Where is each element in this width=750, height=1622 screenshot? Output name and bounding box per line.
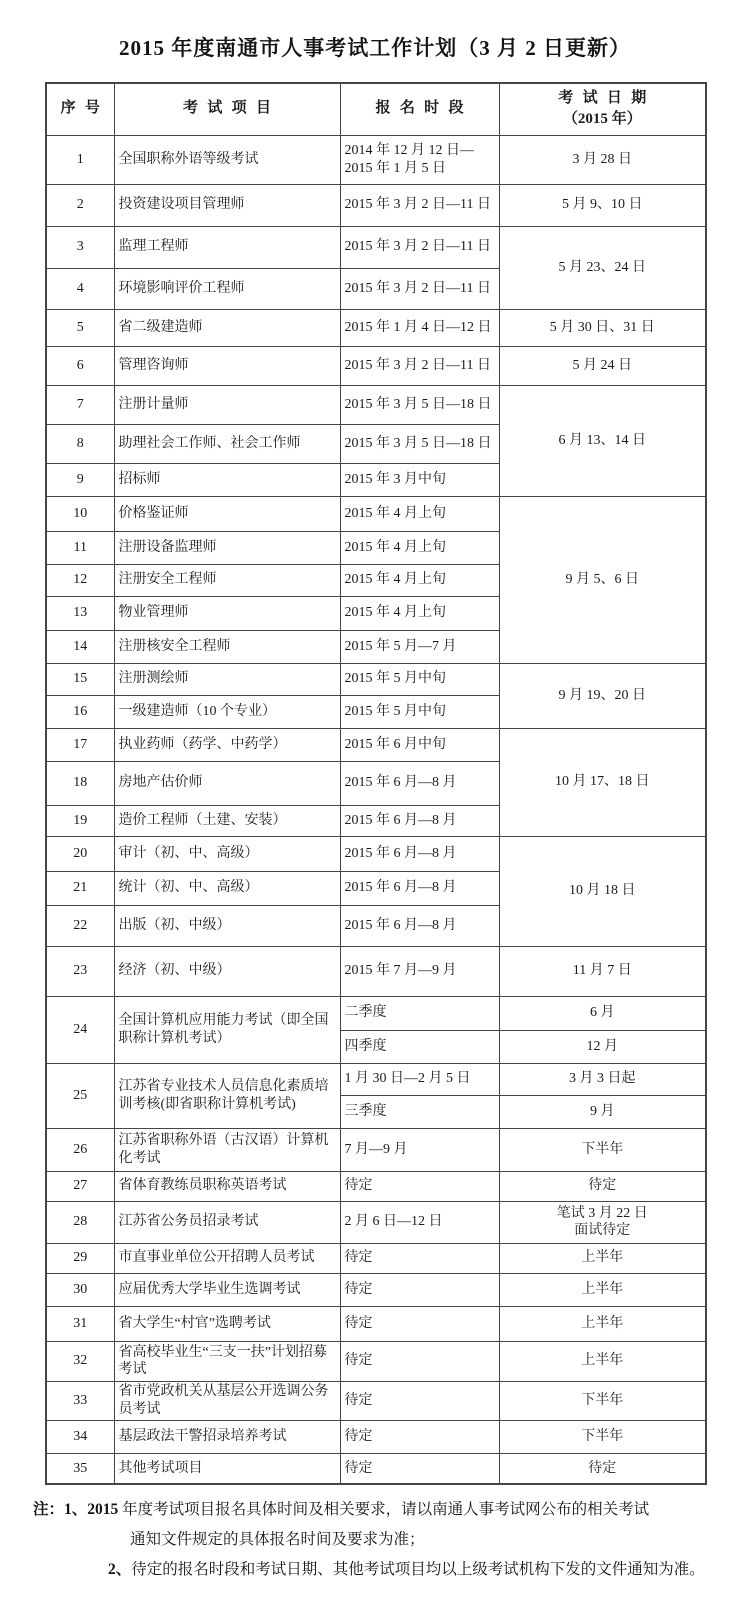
table-row <box>46 1063 706 1095</box>
cell-no: 3 <box>46 226 114 268</box>
cell-reg: 2015 年 3 月中旬 <box>340 463 499 496</box>
notes-prefix: 注： <box>33 1501 65 1518</box>
cell-no: 16 <box>46 695 114 728</box>
cell-date-merged: 5 月 23、24 日 <box>499 226 706 309</box>
cell-date: 12 月 <box>499 1030 706 1063</box>
cell-project: 注册测绘师 <box>114 663 340 695</box>
cell-project: 注册设备监理师 <box>114 531 340 564</box>
cell-no: 19 <box>46 805 114 836</box>
cell-reg: 2015 年 6 月—8 月 <box>340 905 499 946</box>
table-row <box>46 1341 706 1381</box>
cell-no: 2 <box>46 184 114 226</box>
table-row <box>46 836 706 871</box>
cell-project: 注册核安全工程师 <box>114 630 340 663</box>
table-row <box>46 996 706 1030</box>
table-row <box>46 1171 706 1201</box>
cell-project: 审计（初、中、高级） <box>114 836 340 871</box>
cell-no: 35 <box>46 1453 114 1484</box>
cell-date: 下半年 <box>499 1420 706 1453</box>
cell-no: 21 <box>46 871 114 905</box>
cell-no: 27 <box>46 1171 114 1201</box>
cell-no: 15 <box>46 663 114 695</box>
cell-no: 12 <box>46 564 114 596</box>
cell-date: 上半年 <box>499 1341 706 1381</box>
cell-project: 省高校毕业生“三支一扶”计划招募考试 <box>114 1341 340 1381</box>
cell-no: 28 <box>46 1201 114 1243</box>
page-title: 2015 年度南通市人事考试工作计划（3 月 2 日更新） <box>119 36 631 60</box>
cell-date: 上半年 <box>499 1306 706 1341</box>
cell-no: 32 <box>46 1341 114 1381</box>
cell-reg: 2015 年 5 月中旬 <box>340 695 499 728</box>
table-row <box>46 496 706 531</box>
table-row <box>46 946 706 996</box>
col-header-date: 考试日期 （2015 年） <box>499 83 706 135</box>
cell-no: 1 <box>46 135 114 184</box>
col-header-date-year: （2015 年） <box>562 111 642 128</box>
cell-reg: 2015 年 3 月 2 日—11 日 <box>340 184 499 226</box>
note-1-year: 2015 <box>87 1501 119 1518</box>
cell-date: 上半年 <box>499 1273 706 1306</box>
cell-no: 8 <box>46 424 114 463</box>
cell-reg: 1 月 30 日—2 月 5 日 <box>340 1063 499 1095</box>
cell-project: 执业药师（药学、中药学） <box>114 728 340 761</box>
cell-project: 监理工程师 <box>114 226 340 268</box>
cell-no: 9 <box>46 463 114 496</box>
cell-reg: 二季度 <box>340 996 499 1030</box>
notes <box>33 1495 723 1585</box>
cell-reg: 2015 年 4 月上旬 <box>340 496 499 531</box>
cell-date: 待定 <box>499 1453 706 1484</box>
cell-reg: 2015 年 3 月 5 日—18 日 <box>340 385 499 424</box>
cell-project: 助理社会工作师、社会工作师 <box>114 424 340 463</box>
cell-project: 江苏省职称外语（古汉语）计算机化考试 <box>114 1128 340 1171</box>
cell-reg: 待定 <box>340 1273 499 1306</box>
table-row <box>46 309 706 346</box>
cell-no: 14 <box>46 630 114 663</box>
cell-no: 17 <box>46 728 114 761</box>
cell-project: 经济（初、中级） <box>114 946 340 996</box>
cell-project: 环境影响评价工程师 <box>114 268 340 309</box>
table-row <box>46 1381 706 1420</box>
note-1-line-1 <box>33 1495 723 1525</box>
cell-no-merged: 24 <box>46 996 114 1063</box>
cell-reg: 2015 年 3 月 5 日—18 日 <box>340 424 499 463</box>
cell-project: 省体育教练员职称英语考试 <box>114 1171 340 1201</box>
cell-date: 下半年 <box>499 1381 706 1420</box>
cell-reg: 2015 年 3 月 2 日—11 日 <box>340 268 499 309</box>
note-2 <box>108 1555 723 1585</box>
note-1-text: 年度考试项目报名具体时间及相关要求，请以南通人事考试网公布的相关考试 <box>118 1501 650 1518</box>
cell-project: 物业管理师 <box>114 596 340 630</box>
cell-no: 10 <box>46 496 114 531</box>
document-page <box>0 32 750 1585</box>
cell-reg: 2 月 6 日—12 日 <box>340 1201 499 1243</box>
cell-date: 11 月 7 日 <box>499 946 706 996</box>
cell-date: 5 月 30 日、31 日 <box>499 309 706 346</box>
table-row <box>46 1201 706 1243</box>
table-row <box>46 1306 706 1341</box>
exam-plan-table <box>45 82 707 1485</box>
cell-project: 其他考试项目 <box>114 1453 340 1484</box>
table-row <box>46 728 706 761</box>
cell-no: 34 <box>46 1420 114 1453</box>
note-2-text: 待定的报名时段和考试日期、其他考试项目均以上级考试机构下发的文件通知为准。 <box>131 1561 705 1578</box>
cell-date: 下半年 <box>499 1128 706 1171</box>
cell-no: 26 <box>46 1128 114 1171</box>
col-header-reg: 报名时段 <box>340 83 499 135</box>
cell-date-merged: 6 月 13、14 日 <box>499 385 706 496</box>
cell-reg: 待定 <box>340 1171 499 1201</box>
cell-date: 3 月 28 日 <box>499 135 706 184</box>
cell-project: 统计（初、中、高级） <box>114 871 340 905</box>
cell-date <box>499 1201 706 1243</box>
cell-no: 20 <box>46 836 114 871</box>
cell-project: 江苏省公务员招录考试 <box>114 1201 340 1243</box>
cell-date: 上半年 <box>499 1243 706 1273</box>
cell-reg: 7 月—9 月 <box>340 1128 499 1171</box>
cell-reg: 2015 年 1 月 4 日—12 日 <box>340 309 499 346</box>
cell-date-merged: 10 月 18 日 <box>499 836 706 946</box>
cell-no: 4 <box>46 268 114 309</box>
cell-reg: 四季度 <box>340 1030 499 1063</box>
table-row <box>46 184 706 226</box>
cell-no-merged: 25 <box>46 1063 114 1128</box>
cell-project: 省市党政机关从基层公开选调公务员考试 <box>114 1381 340 1420</box>
cell-no: 5 <box>46 309 114 346</box>
table-row <box>46 1420 706 1453</box>
note-1-marker: 1、 <box>64 1501 88 1518</box>
cell-project: 注册计量师 <box>114 385 340 424</box>
cell-no: 31 <box>46 1306 114 1341</box>
cell-reg: 2015 年 4 月上旬 <box>340 596 499 630</box>
cell-reg: 待定 <box>340 1420 499 1453</box>
cell-reg: 待定 <box>340 1306 499 1341</box>
cell-reg: 2015 年 7 月—9 月 <box>340 946 499 996</box>
cell-project: 省大学生“村官”选聘考试 <box>114 1306 340 1341</box>
col-header-project: 考试项目 <box>114 83 340 135</box>
cell-project: 省二级建造师 <box>114 309 340 346</box>
cell-reg: 待定 <box>340 1341 499 1381</box>
note-2-marker: 2、 <box>108 1561 132 1578</box>
cell-date-merged: 9 月 19、20 日 <box>499 663 706 728</box>
table-row <box>46 135 706 184</box>
cell-date: 5 月 9、10 日 <box>499 184 706 226</box>
table-row <box>46 1273 706 1306</box>
cell-reg: 2015 年 5 月中旬 <box>340 663 499 695</box>
cell-reg: 待定 <box>340 1243 499 1273</box>
cell-date-line1: 笔试 3 月 22 日 <box>556 1205 648 1221</box>
cell-project: 出版（初、中级） <box>114 905 340 946</box>
table-row <box>46 663 706 695</box>
cell-date: 9 月 <box>499 1095 706 1128</box>
cell-no: 29 <box>46 1243 114 1273</box>
cell-project: 管理咨询师 <box>114 346 340 385</box>
cell-no: 33 <box>46 1381 114 1420</box>
cell-project: 市直事业单位公开招聘人员考试 <box>114 1243 340 1273</box>
cell-reg: 2015 年 6 月—8 月 <box>340 836 499 871</box>
cell-date-merged: 9 月 5、6 日 <box>499 496 706 663</box>
cell-project-merged: 江苏省专业技术人员信息化素质培训考核(即省职称计算机考试) <box>114 1063 340 1128</box>
cell-project: 招标师 <box>114 463 340 496</box>
cell-reg: 2015 年 4 月上旬 <box>340 564 499 596</box>
cell-reg: 2015 年 6 月—8 月 <box>340 805 499 836</box>
cell-project: 投资建设项目管理师 <box>114 184 340 226</box>
note-1-line-2: 通知文件规定的具体报名时间及要求为准； <box>130 1531 425 1548</box>
cell-date-merged: 10 月 17、18 日 <box>499 728 706 836</box>
cell-project: 房地产估价师 <box>114 761 340 805</box>
cell-no: 18 <box>46 761 114 805</box>
col-header-no: 序号 <box>46 83 114 135</box>
cell-reg: 2015 年 4 月上旬 <box>340 531 499 564</box>
cell-project: 全国职称外语等级考试 <box>114 135 340 184</box>
cell-reg: 2015 年 3 月 2 日—11 日 <box>340 346 499 385</box>
cell-reg: 待定 <box>340 1453 499 1484</box>
cell-no: 22 <box>46 905 114 946</box>
table-row <box>46 385 706 424</box>
cell-no: 11 <box>46 531 114 564</box>
cell-no: 13 <box>46 596 114 630</box>
cell-project: 注册安全工程师 <box>114 564 340 596</box>
cell-no: 23 <box>46 946 114 996</box>
cell-date: 5 月 24 日 <box>499 346 706 385</box>
cell-date-line2: 面试待定 <box>574 1223 631 1238</box>
header-row <box>46 83 706 135</box>
cell-reg: 2015 年 6 月—8 月 <box>340 871 499 905</box>
cell-date: 3 月 3 日起 <box>499 1063 706 1095</box>
cell-reg: 2015 年 3 月 2 日—11 日 <box>340 226 499 268</box>
cell-no: 30 <box>46 1273 114 1306</box>
cell-project: 基层政法干警招录培养考试 <box>114 1420 340 1453</box>
cell-reg: 待定 <box>340 1381 499 1420</box>
table-row <box>46 226 706 268</box>
cell-reg: 2014 年 12 月 12 日—2015 年 1 月 5 日 <box>340 135 499 184</box>
cell-project: 一级建造师（10 个专业） <box>114 695 340 728</box>
cell-reg: 2015 年 6 月中旬 <box>340 728 499 761</box>
cell-no: 6 <box>46 346 114 385</box>
cell-project: 造价工程师（土建、安装） <box>114 805 340 836</box>
table-row <box>46 1128 706 1171</box>
cell-reg: 2015 年 5 月—7 月 <box>340 630 499 663</box>
cell-date: 待定 <box>499 1171 706 1201</box>
cell-date: 6 月 <box>499 996 706 1030</box>
cell-project: 价格鉴证师 <box>114 496 340 531</box>
cell-project: 应届优秀大学毕业生选调考试 <box>114 1273 340 1306</box>
table-row <box>46 1453 706 1484</box>
cell-no: 7 <box>46 385 114 424</box>
cell-reg: 三季度 <box>340 1095 499 1128</box>
cell-project-merged: 全国计算机应用能力考试（即全国职称计算机考试） <box>114 996 340 1063</box>
table-row <box>46 1243 706 1273</box>
table-row <box>46 346 706 385</box>
cell-reg: 2015 年 6 月—8 月 <box>340 761 499 805</box>
